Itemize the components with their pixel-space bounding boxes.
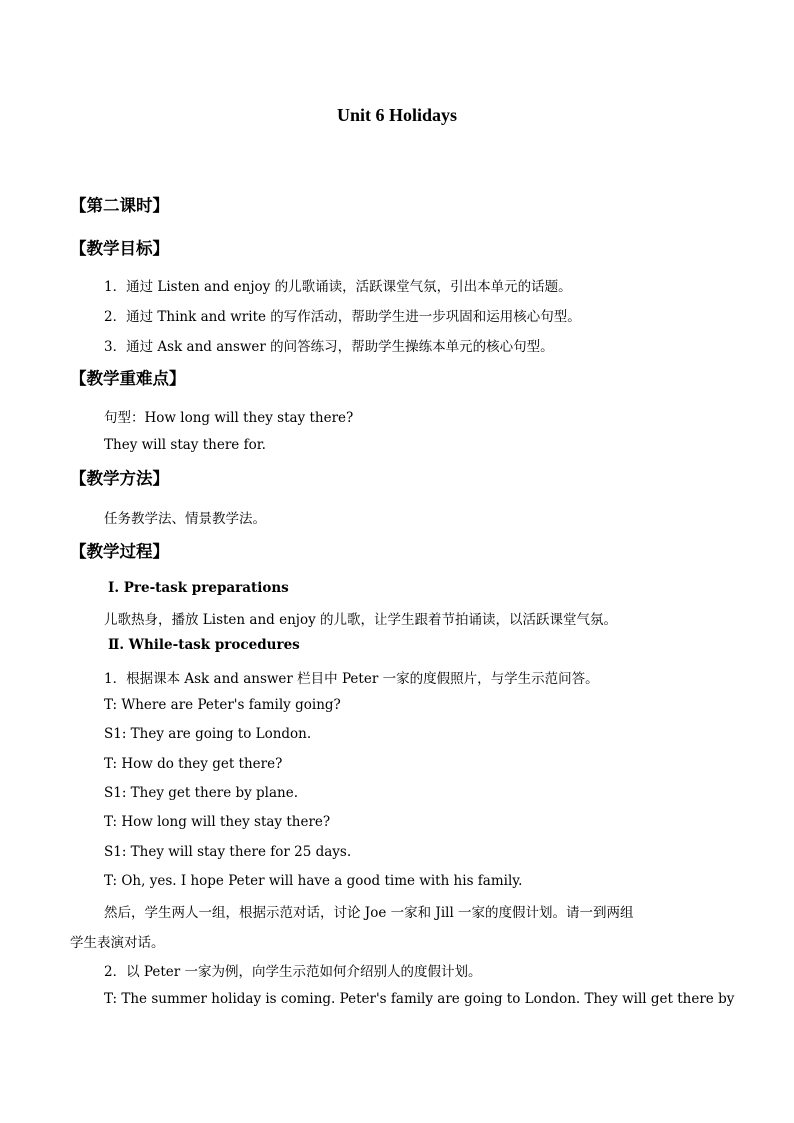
step-one-text: 1．根据课本 Ask and answer 栏目中 Peter 一家的度假照片，与学生示范问答。: [104, 671, 599, 687]
key-points-heading: 【教学重难点】: [70, 369, 186, 388]
dialogue-line: T: How do they get there?: [104, 756, 283, 772]
methods-heading: 【教学方法】: [70, 469, 169, 488]
while-task-title: Ⅱ. While-task procedures: [108, 637, 300, 653]
dialogue-line: T: Oh, yes. I hope Peter will have a good time with his family.: [104, 873, 523, 889]
key-point-item: 句型：How long will they stay there?: [104, 410, 354, 426]
objective-item: 1．通过 Listen and enjoy 的儿歌诵读，活跃课堂气氛，引出本单元的话题。: [104, 279, 572, 295]
dialogue-line: S1: They get there by plane.: [104, 785, 299, 801]
dialogue-line: S1: They are going to London.: [104, 726, 312, 742]
lesson-heading: 【第二课时】: [70, 196, 169, 215]
pre-task-text: 儿歌热身，播放 Listen and enjoy 的儿歌，让学生跟着节拍诵读，以活跃课堂气氛。: [104, 612, 617, 628]
dialogue-line: T: Where are Peter's family going?: [104, 697, 341, 713]
dialogue-line: S1: They will stay there for 25 days.: [104, 844, 352, 860]
pair-work-text-cont: 学生表演对话。: [70, 935, 165, 951]
objectives-heading: 【教学目标】: [70, 239, 169, 258]
objective-item: 2．通过 Think and write 的写作活动，帮助学生进一步巩固和运用核心句型。: [104, 309, 581, 325]
methods-text: 任务教学法、情景教学法。: [104, 511, 266, 527]
model-text: T: The summer holiday is coming. Peter's family are going to London. They will get there by: [104, 991, 735, 1007]
pre-task-title: Ⅰ. Pre-task preparations: [108, 580, 289, 596]
key-point-item: They will stay there for.: [104, 437, 266, 453]
dialogue-line: T: How long will they stay there?: [104, 814, 331, 830]
pair-work-text: 然后，学生两人一组，根据示范对话，讨论 Joe 一家和 Jill 一家的度假计划。请一到两组: [104, 905, 634, 921]
process-heading: 【教学过程】: [70, 542, 169, 561]
step-two-text: 2．以 Peter 一家为例，向学生示范如何介绍别人的度假计划。: [104, 964, 482, 980]
page-title: Unit 6 Holidays: [336, 105, 458, 125]
objective-item: 3．通过 Ask and answer 的问答练习，帮助学生操练本单元的核心句型。: [104, 339, 554, 355]
